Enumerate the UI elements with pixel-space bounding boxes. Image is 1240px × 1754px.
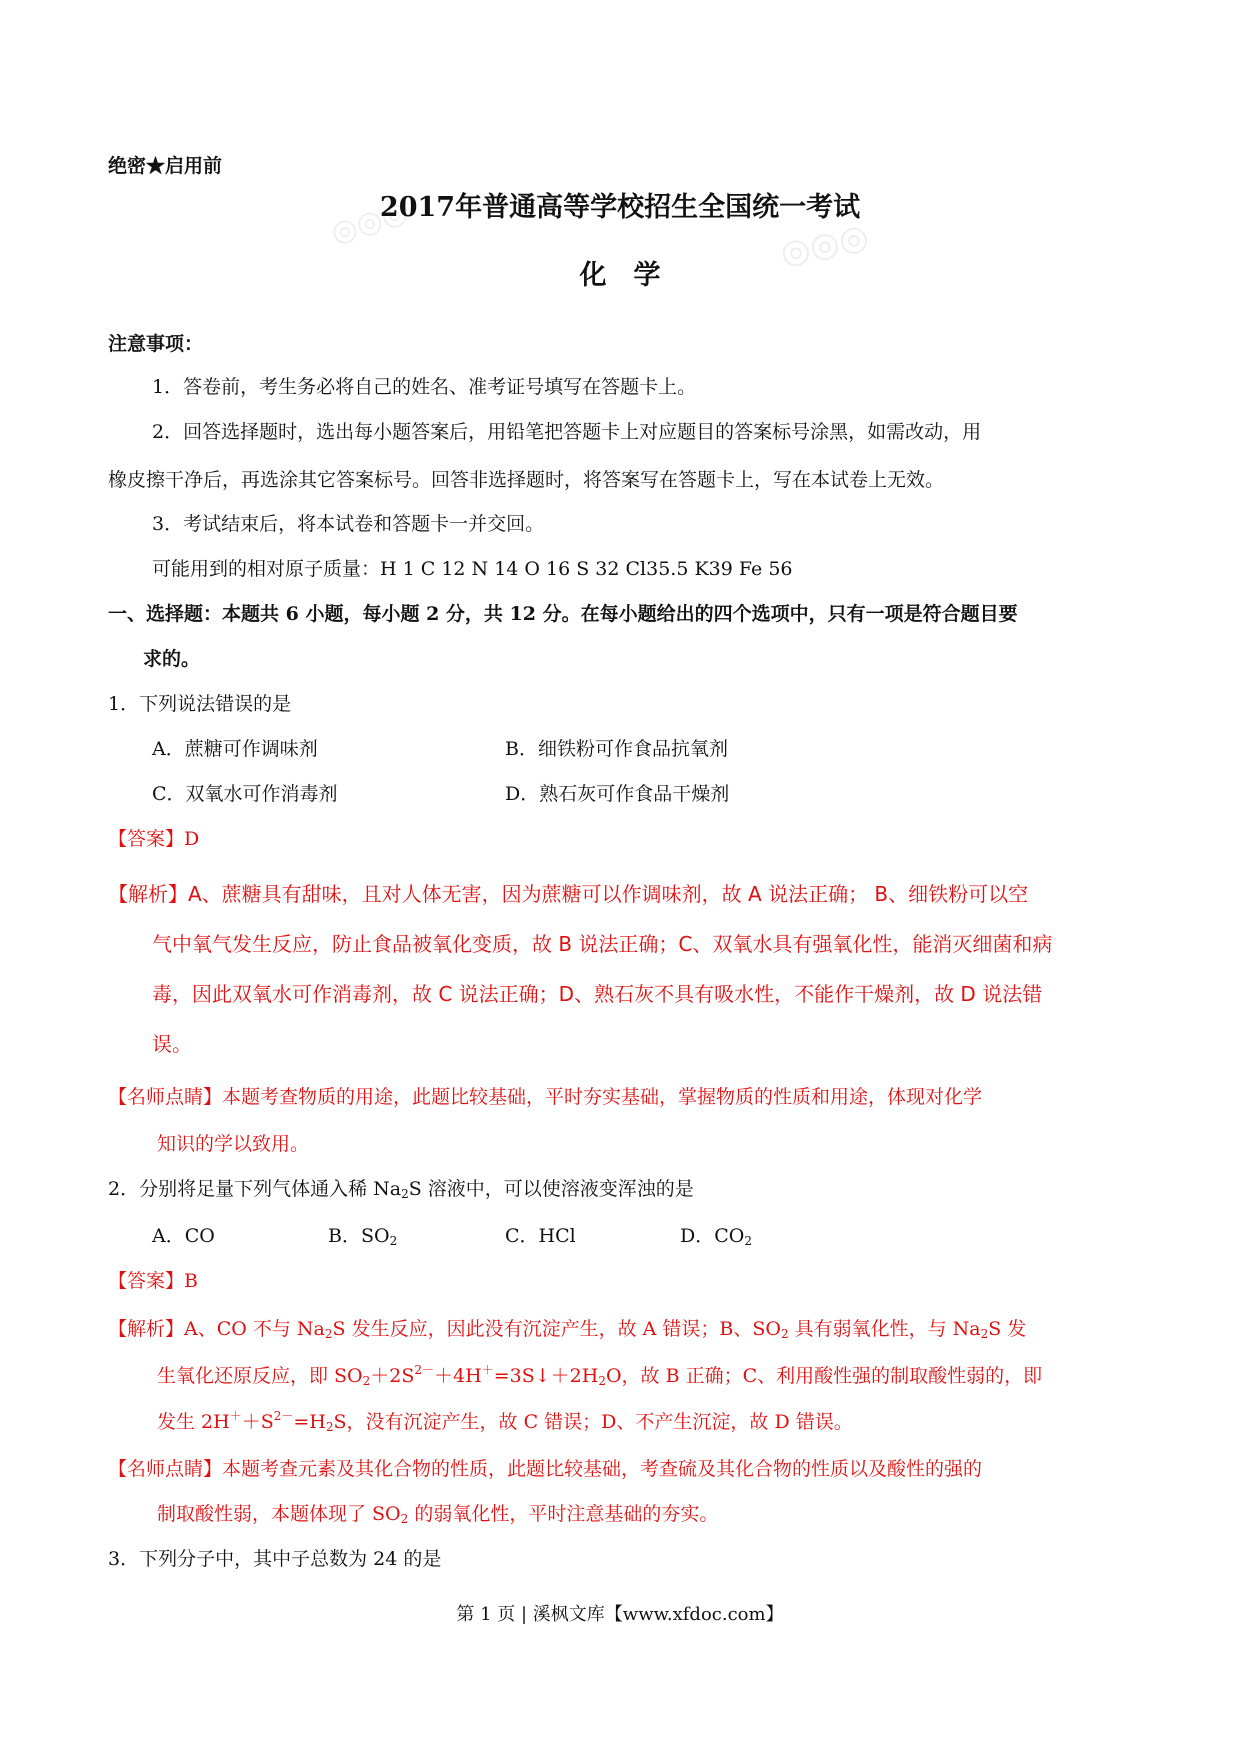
q2-tip-line2: 制取酸性弱，本题体现了 $SO_2$ 的弱氧化性，平时注意基础的夯实。 (157, 1503, 719, 1526)
q1-analysis-line1: 【解析】A、蔗糖具有甜味，且对人体无害，因为蔗糖可以作调味剂，故 A 说法正确； B、细铁粉可以空 (108, 882, 1029, 906)
notice-item-2-line2: 橡皮擦干净后，再选涂其它答案标号。回答非选择题时，将答案写在答题卡上，写在本试卷上无效。 (108, 469, 945, 491)
q1-tip-line2: 知识的学以致用。 (157, 1133, 310, 1155)
q1-analysis-line4: 误。 (152, 1032, 192, 1056)
notice-item-1: 1．答卷前，考生务必将自己的姓名、准考证号填写在答题卡上。 (152, 376, 697, 398)
q2-answer: 【答案】B (108, 1270, 198, 1292)
q2-stem: 2．分别将足量下列气体通入稀 $Na_2S$ 溶液中，可以使溶液变浑浊的是 (108, 1178, 694, 1201)
q2-analysis-line1: 【解析】A、CO 不与 $Na_2S$ 发生反应，因此没有沉淀产生，故 A 错误；B、$SO_2$ 具有弱氧化性，与 $Na_2S$ 发 (108, 1318, 1027, 1341)
atomic-mass-line: 可能用到的相对原子质量：H 1 C 12 N 14 O 16 S 32 Cl35.5 K39 Fe 56 (152, 558, 793, 580)
q1-stem: 1．下列说法错误的是 (108, 693, 292, 715)
exam-title: 2017年普通高等学校招生全国统一考试 (379, 192, 861, 223)
section-heading-line1: 一、选择题：本题共 6 小题，每小题 2 分，共 12 分。在每小题给出的四个选项中，只有一项是符合题目要 (108, 603, 1018, 625)
q3-stem: 3．下列分子中，其中子总数为 24 的是 (108, 1548, 442, 1570)
q2-option-b: B．$SO_2$ (328, 1225, 398, 1248)
q1-answer: 【答案】D (108, 828, 200, 850)
page-footer: 第 1 页 | 溪枫文库【www.xfdoc.com】 (456, 1604, 784, 1625)
q1-option-c: C．双氧水可作消毒剂 (152, 783, 338, 805)
q1-option-b: B．细铁粉可作食品抗氧剂 (505, 738, 728, 760)
q2-analysis-line3: 发生 $2H^++S^{2-}=H_2S$，没有沉淀产生，故 C 错误；D、不产生沉淀，故 D 错误。 (157, 1409, 853, 1434)
q1-option-a: A．蔗糖可作调味剂 (152, 738, 318, 760)
notice-heading: 注意事项： (108, 333, 204, 355)
q2-analysis-line2: 生氧化还原反应，即 $SO_2+2S^{2-}+4H^+=3S↓+2H_2O$，故 B 正确；C、利用酸性强的制取酸性弱的，即 (157, 1363, 1043, 1388)
notice-item-2-line1: 2．回答选择题时，选出每小题答案后，用铅笔把答题卡上对应题目的答案标号涂黑，如需改动，用 (152, 421, 982, 443)
section-heading-line2: 求的。 (143, 648, 201, 670)
notice-item-3: 3．考试结束后，将本试卷和答题卡一并交回。 (152, 513, 545, 535)
q1-tip-line1: 【名师点睛】本题考查物质的用途，此题比较基础，平时夯实基础，掌握物质的性质和用途，体现对化学 (108, 1086, 983, 1108)
q2-option-c: C．HCl (505, 1225, 576, 1247)
subject-title: 化 学 (579, 260, 661, 291)
q2-option-a: A．CO (152, 1225, 215, 1247)
q2-tip-line1: 【名师点睛】本题考查元素及其化合物的性质，此题比较基础，考查硫及其化合物的性质以及酸性的强的 (108, 1458, 983, 1480)
q1-option-d: D．熟石灰可作食品干燥剂 (505, 783, 730, 805)
watermark-left: ◎◎◎ (326, 193, 413, 252)
q2-option-d: D．$CO_2$ (680, 1225, 752, 1248)
confidential-label: 绝密★启用前 (108, 155, 223, 177)
q1-analysis-line2: 气中氧气发生反应，防止食品被氧化变质，故 B 说法正确；C、双氧水具有强氧化性，能消灭细菌和病 (152, 932, 1053, 956)
q1-analysis-line3: 毒，因此双氧水可作消毒剂，故 C 说法正确；D、熟石灰不具有吸水性，不能作干燥剂，故 D 说法错 (152, 982, 1043, 1006)
watermark-right: ◎◎◎ (776, 216, 873, 274)
